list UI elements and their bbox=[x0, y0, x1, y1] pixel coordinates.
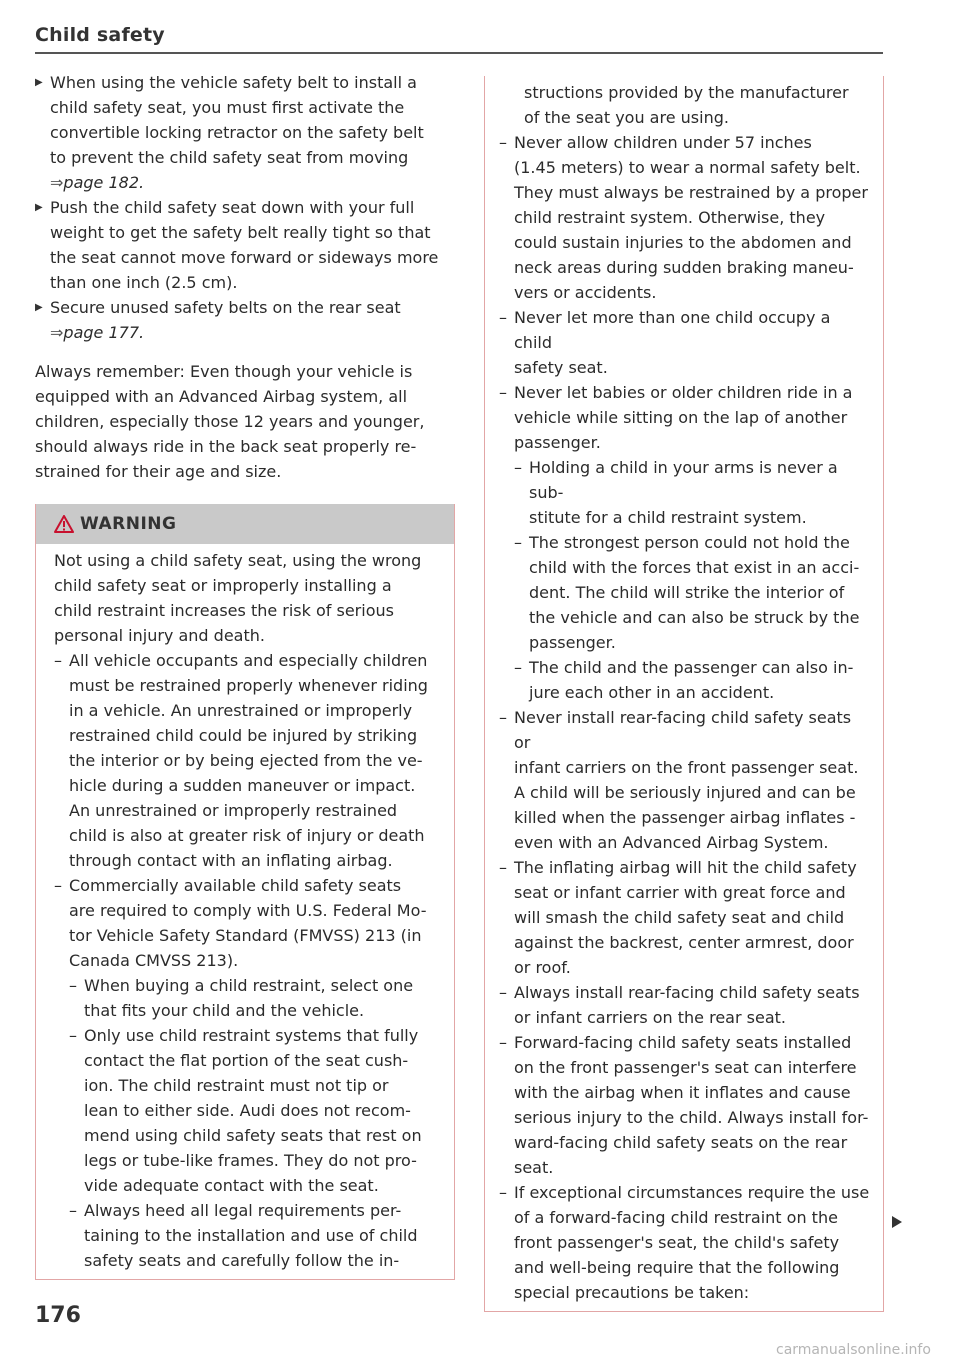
page-reference-text: page 182. bbox=[63, 173, 145, 192]
header-rule bbox=[35, 52, 883, 54]
list-item-text bbox=[514, 130, 871, 305]
bullet-arrow-icon: ▶ bbox=[35, 77, 43, 88]
text-line: special precautions be taken: bbox=[514, 1283, 750, 1302]
paragraph-line: Always remember: Even though your vehicle is bbox=[35, 362, 413, 381]
text-line: front passenger's seat, the child's safety bbox=[514, 1233, 840, 1252]
list-item-text bbox=[69, 648, 438, 873]
text-line: dent. The child will strike the interior of bbox=[529, 583, 845, 602]
list-item bbox=[499, 380, 871, 455]
text-line: Holding a child in your arms is never a sub- bbox=[529, 458, 838, 502]
text-line: Always heed all legal requirements per- bbox=[84, 1201, 402, 1220]
text-line: hicle during a sudden maneuver or impact. bbox=[69, 776, 416, 795]
list-item-text bbox=[84, 1023, 438, 1198]
text-line: on the front passenger's seat can interfere bbox=[514, 1058, 857, 1077]
info-paragraph bbox=[35, 359, 455, 484]
dash-marker: – bbox=[499, 383, 507, 402]
bullet-item bbox=[35, 195, 455, 295]
text-line: of a forward-facing child restraint on the bbox=[514, 1208, 838, 1227]
text-line: All vehicle occupants and especially children bbox=[69, 651, 428, 670]
dash-marker: – bbox=[499, 983, 507, 1002]
text-line: seat. bbox=[514, 1158, 554, 1177]
text-line: Never let more than one child occupy a child bbox=[514, 308, 831, 352]
warning-box bbox=[35, 504, 455, 1280]
dash-marker: – bbox=[69, 1201, 77, 1220]
page-reference-text: page 177. bbox=[63, 323, 145, 342]
warning-intro bbox=[54, 548, 438, 648]
list-item bbox=[499, 1030, 871, 1180]
bullet-arrow-icon: ▶ bbox=[35, 202, 43, 213]
dash-marker: – bbox=[499, 858, 507, 877]
text-line: safety seats and carefully follow the in- bbox=[84, 1251, 400, 1270]
warning-body bbox=[36, 544, 454, 1279]
bullet-list bbox=[35, 70, 455, 345]
list-item-text bbox=[514, 705, 871, 855]
text-line: lean to either side. Audi does not recom- bbox=[84, 1101, 411, 1120]
text-line: A child will be seriously injured and can be bbox=[514, 783, 856, 802]
dash-marker: – bbox=[514, 458, 522, 477]
text-line: Never let babies or older children ride in a bbox=[514, 383, 853, 402]
text-line: seat or infant carrier with great force and bbox=[514, 883, 846, 902]
warning-header bbox=[36, 504, 454, 544]
dash-marker: – bbox=[499, 308, 507, 327]
text-line: child with the forces that exist in an acci- bbox=[529, 558, 860, 577]
reference-arrow-icon: ⇒ bbox=[50, 173, 64, 192]
list-item-text bbox=[529, 455, 871, 530]
page-reference bbox=[50, 170, 455, 195]
page-number: 176 bbox=[35, 1303, 81, 1328]
dash-marker: – bbox=[514, 533, 522, 552]
text-line: (1.45 meters) to wear a normal safety belt. bbox=[514, 158, 861, 177]
text-line: structions provided by the manufacturer bbox=[524, 83, 849, 102]
list-item-text bbox=[514, 855, 871, 980]
list-item bbox=[499, 530, 871, 655]
text-line: are required to comply with U.S. Federal Mo- bbox=[69, 901, 427, 920]
text-line: the vehicle and can also be struck by the bbox=[529, 608, 860, 627]
list-item bbox=[499, 705, 871, 855]
warning-intro-line: personal injury and death. bbox=[54, 626, 265, 645]
list-item-text bbox=[529, 655, 871, 705]
bullet-text bbox=[50, 70, 455, 195]
text-line: must be restrained properly whenever riding bbox=[69, 676, 428, 695]
text-line: in a vehicle. An unrestrained or improperly bbox=[69, 701, 413, 720]
text-line: against the backrest, center armrest, door bbox=[514, 933, 854, 952]
text-line: the interior or by being ejected from the ve- bbox=[69, 751, 423, 770]
page-reference bbox=[50, 320, 455, 345]
list-item-text bbox=[514, 1180, 871, 1305]
text-line: stitute for a child restraint system. bbox=[529, 508, 807, 527]
list-item-text bbox=[84, 1198, 438, 1273]
dash-marker: – bbox=[69, 976, 77, 995]
text-line: If exceptional circumstances require the use bbox=[514, 1183, 870, 1202]
dash-marker: – bbox=[499, 133, 507, 152]
watermark: carmanualsonline.info bbox=[776, 1342, 931, 1358]
warning-list bbox=[54, 648, 438, 1273]
list-item-text bbox=[514, 980, 871, 1030]
text-line: vehicle while sitting on the lap of another bbox=[514, 408, 848, 427]
paragraph-line: strained for their age and size. bbox=[35, 462, 282, 481]
continue-arrow-icon bbox=[891, 1215, 903, 1229]
text-line: Push the child safety seat down with your full bbox=[50, 198, 415, 217]
text-line: legs or tube-like frames. They do not pro- bbox=[84, 1151, 417, 1170]
warning-triangle-icon bbox=[54, 515, 74, 533]
text-line: will smash the child safety seat and child bbox=[514, 908, 845, 927]
text-line: Never allow children under 57 inches bbox=[514, 133, 812, 152]
continuation-text bbox=[499, 80, 871, 130]
bullet-item bbox=[35, 295, 455, 345]
text-line: Always install rear-facing child safety seats bbox=[514, 983, 860, 1002]
dash-marker: – bbox=[54, 876, 62, 895]
text-line: than one inch (2.5 cm). bbox=[50, 273, 238, 292]
dash-marker: – bbox=[499, 1183, 507, 1202]
text-line: Secure unused safety belts on the rear seat bbox=[50, 298, 401, 317]
text-line: Forward-facing child safety seats installed bbox=[514, 1033, 852, 1052]
text-line: weight to get the safety belt really tight so that bbox=[50, 223, 431, 242]
warning-title: WARNING bbox=[80, 514, 177, 534]
list-item bbox=[499, 130, 871, 305]
warning-intro-line: child restraint increases the risk of serious bbox=[54, 601, 394, 620]
text-line: restrained child could be injured by striking bbox=[69, 726, 418, 745]
list-item-text bbox=[514, 305, 871, 380]
text-line: with the airbag when it inflates and cause bbox=[514, 1083, 851, 1102]
text-line: neck areas during sudden braking maneu- bbox=[514, 258, 854, 277]
text-line: child restraint system. Otherwise, they bbox=[514, 208, 826, 227]
dash-marker: – bbox=[54, 651, 62, 670]
text-line: The child and the passenger can also in- bbox=[529, 658, 854, 677]
list-item-text bbox=[84, 973, 438, 1023]
text-line: Commercially available child safety seats bbox=[69, 876, 402, 895]
text-line: An unrestrained or improperly restrained bbox=[69, 801, 398, 820]
paragraph-line: children, especially those 12 years and younger, bbox=[35, 412, 425, 431]
list-item-text bbox=[514, 380, 871, 455]
list-item bbox=[499, 980, 871, 1030]
warning-list-continued bbox=[499, 130, 871, 1305]
paragraph-line: equipped with an Advanced Airbag system, all bbox=[35, 387, 408, 406]
list-item-text bbox=[514, 1030, 871, 1180]
text-line: vide adequate contact with the seat. bbox=[84, 1176, 379, 1195]
text-line: through contact with an inflating airbag. bbox=[69, 851, 393, 870]
text-line: jure each other in an accident. bbox=[529, 683, 775, 702]
text-line: infant carriers on the front passenger seat. bbox=[514, 758, 859, 777]
list-item bbox=[499, 855, 871, 980]
bullet-arrow-icon: ▶ bbox=[35, 302, 43, 313]
dash-marker: – bbox=[499, 708, 507, 727]
text-line: serious injury to the child. Always install for- bbox=[514, 1108, 869, 1127]
list-item bbox=[499, 455, 871, 530]
dash-marker: – bbox=[499, 1033, 507, 1052]
list-item bbox=[54, 873, 438, 973]
warning-intro-line: child safety seat or improperly installing a bbox=[54, 576, 392, 595]
text-line: to prevent the child safety seat from moving bbox=[50, 148, 409, 167]
right-column bbox=[484, 76, 884, 1312]
dash-marker: – bbox=[514, 658, 522, 677]
text-line: The strongest person could not hold the bbox=[529, 533, 850, 552]
text-line: convertible locking retractor on the safety belt bbox=[50, 123, 424, 142]
text-line: safety seat. bbox=[514, 358, 608, 377]
list-item-text bbox=[69, 873, 438, 973]
list-item-text bbox=[529, 530, 871, 655]
text-line: Never install rear-facing child safety seats or bbox=[514, 708, 852, 752]
text-line: passenger. bbox=[514, 433, 601, 452]
text-line: Canada CMVSS 213). bbox=[69, 951, 239, 970]
paragraph-line: should always ride in the back seat properly re- bbox=[35, 437, 417, 456]
text-line: When buying a child restraint, select one bbox=[84, 976, 414, 995]
list-item bbox=[54, 648, 438, 873]
text-line: ward-facing child safety seats on the rear bbox=[514, 1133, 848, 1152]
text-line: ion. The child restraint must not tip or bbox=[84, 1076, 389, 1095]
text-line: of the seat you are using. bbox=[524, 108, 729, 127]
text-line: The inflating airbag will hit the child safety bbox=[514, 858, 857, 877]
text-line: tor Vehicle Safety Standard (FMVSS) 213 (in bbox=[69, 926, 422, 945]
reference-arrow-icon: ⇒ bbox=[50, 323, 64, 342]
bullet-text bbox=[50, 295, 455, 345]
text-line: taining to the installation and use of child bbox=[84, 1226, 418, 1245]
text-line: Only use child restraint systems that fully bbox=[84, 1026, 419, 1045]
left-column bbox=[35, 70, 455, 1280]
bullet-text bbox=[50, 195, 455, 295]
list-item bbox=[499, 1180, 871, 1305]
page-title: Child safety bbox=[35, 24, 165, 46]
warning-intro-line: Not using a child safety seat, using the wrong bbox=[54, 551, 422, 570]
text-line: child safety seat, you must first activate the bbox=[50, 98, 405, 117]
text-line: that fits your child and the vehicle. bbox=[84, 1001, 365, 1020]
text-line: or infant carriers on the rear seat. bbox=[514, 1008, 786, 1027]
list-item bbox=[499, 305, 871, 380]
text-line: could sustain injuries to the abdomen and bbox=[514, 233, 852, 252]
list-item bbox=[499, 655, 871, 705]
text-line: the seat cannot move forward or sideways more bbox=[50, 248, 439, 267]
bullet-item bbox=[35, 70, 455, 195]
text-line: passenger. bbox=[529, 633, 616, 652]
list-item bbox=[54, 1198, 438, 1273]
text-line: contact the flat portion of the seat cush- bbox=[84, 1051, 409, 1070]
list-item bbox=[54, 1023, 438, 1198]
text-line: vers or accidents. bbox=[514, 283, 657, 302]
text-line: When using the vehicle safety belt to install a bbox=[50, 73, 417, 92]
text-line: killed when the passenger airbag inflates - bbox=[514, 808, 856, 827]
text-line: child is also at greater risk of injury or death bbox=[69, 826, 425, 845]
dash-marker: – bbox=[69, 1026, 77, 1045]
warning-box-continued bbox=[484, 76, 884, 1312]
text-line: or roof. bbox=[514, 958, 571, 977]
text-line: and well-being require that the following bbox=[514, 1258, 840, 1277]
text-line: They must always be restrained by a proper bbox=[514, 183, 868, 202]
text-line: mend using child safety seats that rest on bbox=[84, 1126, 422, 1145]
text-line: even with an Advanced Airbag System. bbox=[514, 833, 829, 852]
list-item bbox=[54, 973, 438, 1023]
